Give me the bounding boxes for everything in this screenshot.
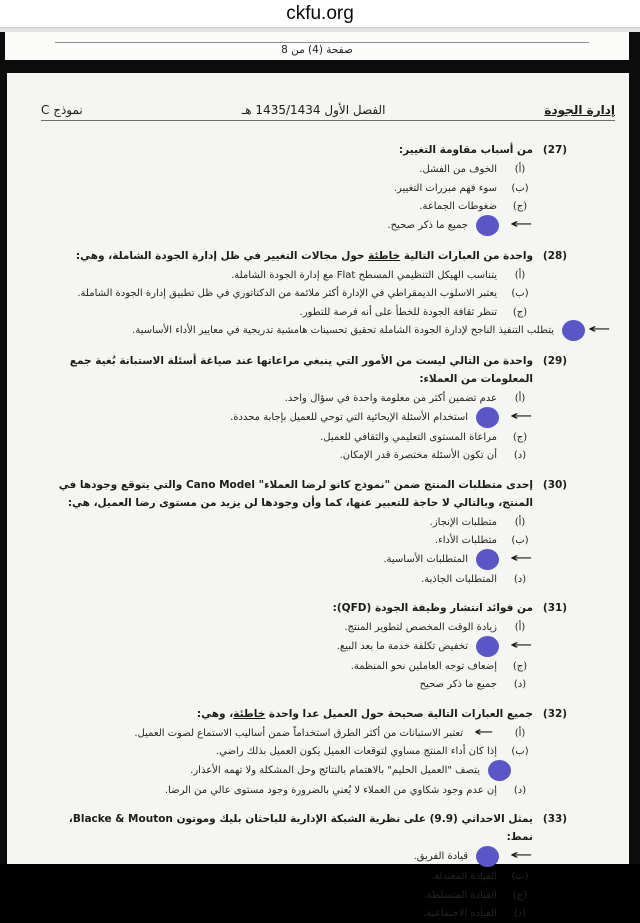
option-letter: (د) bbox=[513, 784, 527, 796]
options bbox=[41, 619, 535, 694]
option-row bbox=[41, 285, 535, 303]
question-header bbox=[41, 810, 571, 846]
form-label: نموذج C bbox=[41, 103, 83, 117]
option-text: متطلبات الأداء. bbox=[434, 535, 497, 546]
option-letter: (أ) bbox=[514, 727, 526, 739]
option-row bbox=[41, 447, 535, 465]
page-indicator: صفحة (4) من 8 bbox=[281, 44, 353, 56]
question-number: (29) bbox=[542, 355, 568, 367]
question-28 bbox=[41, 247, 611, 342]
answer-arrow-icon: ← bbox=[510, 550, 533, 566]
option-text: يتطلب التنفيذ الناجح لإدارة الجودة الشاملة تحقيق تحسينات هامشية تدريجية في معايير الأداء الأساسية. bbox=[132, 325, 554, 336]
option-text: استخدام الأسئلة الإيحائية التي توحي للعميل بإجابة محددة. bbox=[230, 411, 468, 423]
option-letter: (ب) bbox=[511, 535, 529, 546]
option-text: المتطلبات الجاذبة. bbox=[421, 573, 497, 585]
option-text: سوء فهم مبررات التغيير. bbox=[393, 182, 497, 194]
option-letter: (ج) bbox=[512, 660, 528, 672]
options bbox=[41, 848, 535, 923]
site-title: ckfu.org bbox=[286, 2, 354, 24]
option-letter: (ب) bbox=[511, 288, 529, 299]
option-row-answer bbox=[41, 216, 533, 236]
option-letter: (ج) bbox=[512, 431, 528, 443]
question-32 bbox=[41, 705, 571, 800]
page-separator bbox=[0, 60, 640, 73]
option-row bbox=[41, 887, 535, 905]
option-row bbox=[41, 161, 535, 179]
option-letter: (ب) bbox=[511, 182, 529, 194]
answer-arrow-icon: ← bbox=[510, 637, 533, 653]
question-29 bbox=[41, 352, 571, 465]
option-letter: (أ) bbox=[514, 269, 526, 281]
option-letter: (د) bbox=[513, 908, 527, 919]
option-text: جميع ما ذكر صحيح. bbox=[387, 219, 468, 231]
option-letter: (ج) bbox=[512, 889, 528, 901]
course-title: إدارة الجودة bbox=[544, 103, 615, 117]
option-letter: (أ) bbox=[514, 164, 526, 175]
question-31 bbox=[41, 599, 571, 694]
option-text: تنظر ثقافة الجودة للخطأ على أنه فرصة للتطور. bbox=[299, 306, 497, 318]
answer-circle-marker bbox=[488, 760, 511, 781]
answer-arrow-icon: ← bbox=[510, 408, 533, 424]
option-text: قيادة الفريق. bbox=[413, 851, 468, 862]
option-row-answer bbox=[41, 550, 533, 570]
option-row bbox=[41, 571, 535, 589]
option-row bbox=[41, 429, 535, 447]
question-header bbox=[41, 599, 571, 617]
option-text: يعتبر الاسلوب الديمقراطي في الإدارة أكثر ملائمة من الدكتاتوري في ظل تطبيق إدارة الجودة الشاملة. bbox=[77, 288, 497, 299]
options bbox=[41, 725, 535, 800]
option-text: الخوف من الفشل. bbox=[419, 164, 497, 175]
option-row bbox=[41, 619, 535, 637]
option-row bbox=[41, 868, 535, 886]
option-text: إن عدم وجود شكاوي من العملاء لا يُعني بالضرورة وجود مستوى عالي من الرضا. bbox=[164, 784, 497, 796]
document-header bbox=[41, 103, 615, 121]
answer-circle-marker bbox=[476, 215, 499, 236]
answer-circle-marker bbox=[562, 320, 585, 341]
answer-arrow-icon: ← bbox=[474, 724, 494, 740]
option-letter: (أ) bbox=[514, 516, 526, 528]
question-header bbox=[41, 352, 571, 388]
question-text: من أسباب مقاومة التغيير: bbox=[398, 144, 533, 156]
option-row-answer bbox=[41, 637, 533, 657]
option-letter: (ب) bbox=[511, 746, 529, 757]
question-header bbox=[41, 247, 571, 265]
previous-page-bottom bbox=[5, 32, 629, 60]
question-text: جميع العبارات التالية صحيحة حول العميل عدا واحدة خاطئة، وهي: bbox=[196, 707, 533, 720]
option-row bbox=[41, 658, 535, 676]
option-letter: (ج) bbox=[512, 306, 528, 318]
option-row bbox=[41, 390, 535, 408]
option-row bbox=[41, 905, 535, 923]
option-letter: (ب) bbox=[511, 871, 529, 882]
option-text: إضعاف توجه العاملين نحو المنظمة. bbox=[350, 660, 497, 672]
option-text: القيادة الاجتماعية. bbox=[423, 908, 497, 919]
option-row-answer bbox=[41, 408, 533, 428]
option-row-circled bbox=[41, 762, 511, 781]
previous-page-footer bbox=[0, 32, 640, 60]
option-row bbox=[41, 304, 535, 322]
option-letter: (أ) bbox=[514, 622, 526, 633]
option-row-answer bbox=[41, 322, 611, 341]
option-text: يتناسب الهيكل التنظيمي المسطح Flat مع إدارة الجودة الشاملة. bbox=[231, 269, 497, 281]
question-number: (32) bbox=[542, 707, 568, 720]
option-text: مراعاة المستوى التعليمي والثقافي للعميل. bbox=[320, 431, 497, 443]
option-text: القيادة المتسلطة. bbox=[423, 889, 497, 901]
option-letter: (د) bbox=[513, 450, 527, 461]
option-row bbox=[41, 782, 535, 800]
options bbox=[41, 161, 535, 236]
option-text: القيادة المعتدلة. bbox=[430, 871, 497, 882]
option-row bbox=[41, 743, 535, 761]
option-row bbox=[41, 514, 535, 532]
question-text: واحدة من العبارات التالية خاطئة حول مجالات التغيير في ظل إدارة الجودة الشاملة، وهي: bbox=[75, 249, 533, 262]
answer-arrow-icon: ← bbox=[510, 216, 533, 232]
document-page bbox=[0, 73, 640, 919]
options bbox=[41, 267, 611, 342]
option-text: تخفيض تكلفة خدمة ما بعد البيع. bbox=[336, 640, 468, 652]
option-letter: (د) bbox=[513, 573, 527, 585]
question-30 bbox=[41, 476, 571, 589]
question-number: (33) bbox=[542, 813, 568, 825]
option-text: متطلبات الإنجاز. bbox=[429, 516, 497, 528]
option-text: تعتبر الاستبانات من أكثر الطرق استخداماً ضمن أساليب الاستماع لصوت العميل. bbox=[134, 727, 463, 739]
option-text: إذا كان أداء المنتج مساوي لتوقعات العميل يكون العميل بذلك راضي. bbox=[215, 746, 497, 757]
option-letter: (ج) bbox=[512, 201, 528, 212]
question-text: واحدة من التالي ليست من الأمور التي ينبغي مراعاتها عند صياغة أسئلة الاستبانة بُغية جمع المعلومات من العملاء: bbox=[69, 355, 533, 385]
answer-circle-marker bbox=[476, 636, 499, 657]
question-header bbox=[41, 141, 571, 159]
answer-arrow-icon: ← bbox=[588, 322, 611, 337]
question-number: (31) bbox=[542, 602, 568, 614]
question-text: إحدى متطلبات المنتج ضمن "نموذج كانو لرضا العملاء" Cano Model والتي يتوقع وجودها في المنتج، وبالتالي لا حاجة للتعبير عنها، كما وأن وجودها لن يزيد من مستوى رضا العميل، هي: bbox=[58, 478, 533, 509]
question-header bbox=[41, 476, 571, 512]
answer-arrow-icon: ← bbox=[510, 848, 533, 863]
option-row bbox=[41, 532, 535, 550]
option-row bbox=[41, 198, 535, 216]
site-header bbox=[0, 0, 640, 28]
option-text: عدم تضمين أكثر من معلومة واحدة في سؤال واحد. bbox=[284, 393, 497, 404]
option-text: المتطلبات الأساسية. bbox=[383, 553, 468, 565]
questions-list bbox=[41, 121, 615, 923]
option-row-arrow-marked bbox=[41, 725, 535, 743]
option-letter: (د) bbox=[513, 679, 527, 690]
option-text: ضغوطات الجماعة. bbox=[419, 201, 497, 212]
question-number: (30) bbox=[542, 478, 568, 491]
answer-circle-marker bbox=[476, 407, 499, 428]
options bbox=[41, 514, 535, 589]
question-number: (28) bbox=[542, 249, 568, 262]
question-text: يمثل الاحداثي (9.9) على نظرية الشبكة الإدارية للباحثان بليك وموتون Blacke & Mouton، نمط: bbox=[68, 813, 533, 843]
option-text: يتصف "العميل الحليم" بالاهتمام بالنتائج وحل المشكلة ولا تهمه الأعذار. bbox=[190, 764, 480, 776]
option-row-answer bbox=[41, 848, 533, 867]
question-33 bbox=[41, 810, 571, 923]
question-text: من فوائد انتشار وظيفة الجودة (QFD): bbox=[332, 602, 533, 614]
answer-circle-marker bbox=[476, 846, 499, 867]
footer-rule bbox=[55, 42, 589, 43]
question-27 bbox=[41, 141, 571, 236]
option-letter: (أ) bbox=[514, 393, 526, 404]
option-text: أن تكون الأسئلة مختصرة قدر الإمكان. bbox=[339, 450, 497, 461]
options bbox=[41, 390, 535, 465]
option-row bbox=[41, 676, 535, 694]
option-text: زيادة الوقت المخصص لتطوير المنتج. bbox=[344, 622, 497, 633]
option-row bbox=[41, 267, 535, 285]
question-header bbox=[41, 705, 571, 723]
option-text: جميع ما ذكر صحيح bbox=[419, 679, 497, 690]
option-row bbox=[41, 180, 535, 198]
term-label: الفصل الأول 1435/1434 هـ bbox=[241, 103, 386, 117]
answer-circle-marker bbox=[476, 549, 499, 570]
question-number: (27) bbox=[542, 144, 568, 156]
